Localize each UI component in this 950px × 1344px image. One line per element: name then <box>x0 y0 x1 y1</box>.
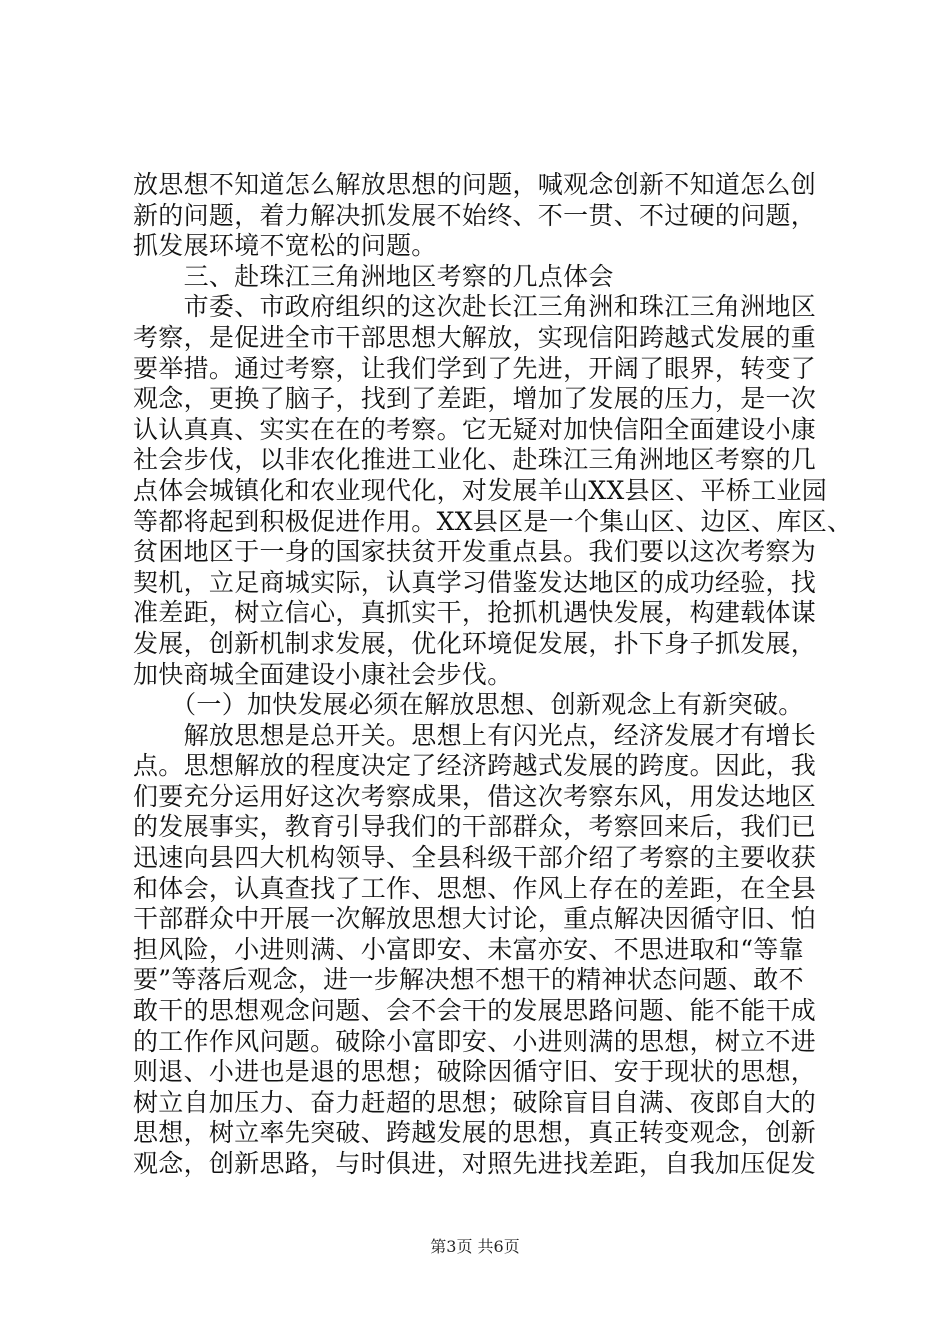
text-line: 敢干的思想观念问题、会不会干的发展思路问题、能不能干成 <box>133 996 817 1026</box>
text-line: 干部群众中开展一次解放思想大讨论，重点解决因循守旧、怕 <box>133 904 817 934</box>
text-line: 新的问题，着力解决抓发展不始终、不一贯、不过硬的问题， <box>133 200 817 230</box>
body-text <box>133 170 853 1180</box>
page-number: 第3页 共6页 <box>430 1237 520 1256</box>
text-line: 观念，创新思路，与时俱进，对照先进找差距，自我加压促发 <box>133 1149 817 1178</box>
text-line: 认认真真、实实在在的考察。它无疑对加快信阳全面建设小康 <box>133 414 817 444</box>
text-line: 树立自加压力、奋力赶超的思想；破除盲目自满、夜郎自大的 <box>133 1087 817 1117</box>
text-line: 担风险，小进则满、小富即安、未富亦安、不思进取和“等靠 <box>133 934 804 964</box>
text-line: 则退、小进也是退的思想；破除因循守旧、安于现状的思想， <box>133 1057 817 1087</box>
page-footer <box>0 1236 950 1258</box>
text-line: 发展，创新机制求发展，优化环境促发展，扑下身子抓发展， <box>133 628 817 658</box>
text-line: 考察，是促进全市干部思想大解放，实现信阳跨越式发展的重 <box>133 322 817 352</box>
text-line: 的发展事实，教育引导我们的干部群众，考察回来后，我们已 <box>133 812 817 842</box>
text-line: 点体会城镇化和农业现代化，对发展羊山XX县区、平桥工业园 <box>133 475 827 505</box>
text-line: 观念，更换了脑子，找到了差距，增加了发展的压力，是一次 <box>133 384 817 414</box>
text-line: 要举措。通过考察，让我们学到了先进，开阔了眼界，转变了 <box>133 353 817 383</box>
text-line: 社会步伐，以非农化推进工业化、赴珠江三角洲地区考察的几 <box>133 445 817 475</box>
text-line: 市委、市政府组织的这次赴长江三角洲和珠江三角洲地区 <box>133 292 817 322</box>
text-line: 解放思想是总开关。思想上有闪光点，经济发展才有增长 <box>133 720 817 750</box>
text-line: 迅速向县四大机构领导、全县科级干部介绍了考察的主要收获 <box>133 843 817 873</box>
text-line: 抓发展环境不宽松的问题。 <box>133 231 437 261</box>
text-line: 的工作作风问题。破除小富即安、小进则满的思想，树立不进 <box>133 1026 817 1056</box>
text-line: 点。思想解放的程度决定了经济跨越式发展的跨度。因此，我 <box>133 751 817 781</box>
subsection-heading: （一）加快发展必须在解放思想、创新观念上有新突破。 <box>133 690 804 720</box>
text-line: 放思想不知道怎么解放思想的问题，喊观念创新不知道怎么创 <box>133 170 817 199</box>
text-line: 思想，树立率先突破、跨越发展的思想，真正转变观念，创新 <box>133 1118 817 1148</box>
text-line: 准差距，树立信心，真抓实干，抢抓机遇快发展，构建载体谋 <box>133 598 817 628</box>
text-line: 契机，立足商城实际，认真学习借鉴发达地区的成功经验，找 <box>133 567 817 597</box>
text-line: 要”等落后观念，进一步解决想不想干的精神状态问题、敢不 <box>133 965 804 995</box>
text-line: 们要充分运用好这次考察成果，借这次考察东风，用发达地区 <box>133 781 817 811</box>
text-line: 加快商城全面建设小康社会步伐。 <box>133 659 513 689</box>
text-line: 等都将起到积极促进作用。XX县区是一个集山区、边区、库区、 <box>133 506 853 536</box>
text-line: 贫困地区于一身的国家扶贫开发重点县。我们要以这次考察为 <box>133 537 817 567</box>
section-heading: 三、赴珠江三角洲地区考察的几点体会 <box>133 261 614 291</box>
text-line: 和体会，认真查找了工作、思想、作风上存在的差距，在全县 <box>133 873 817 903</box>
